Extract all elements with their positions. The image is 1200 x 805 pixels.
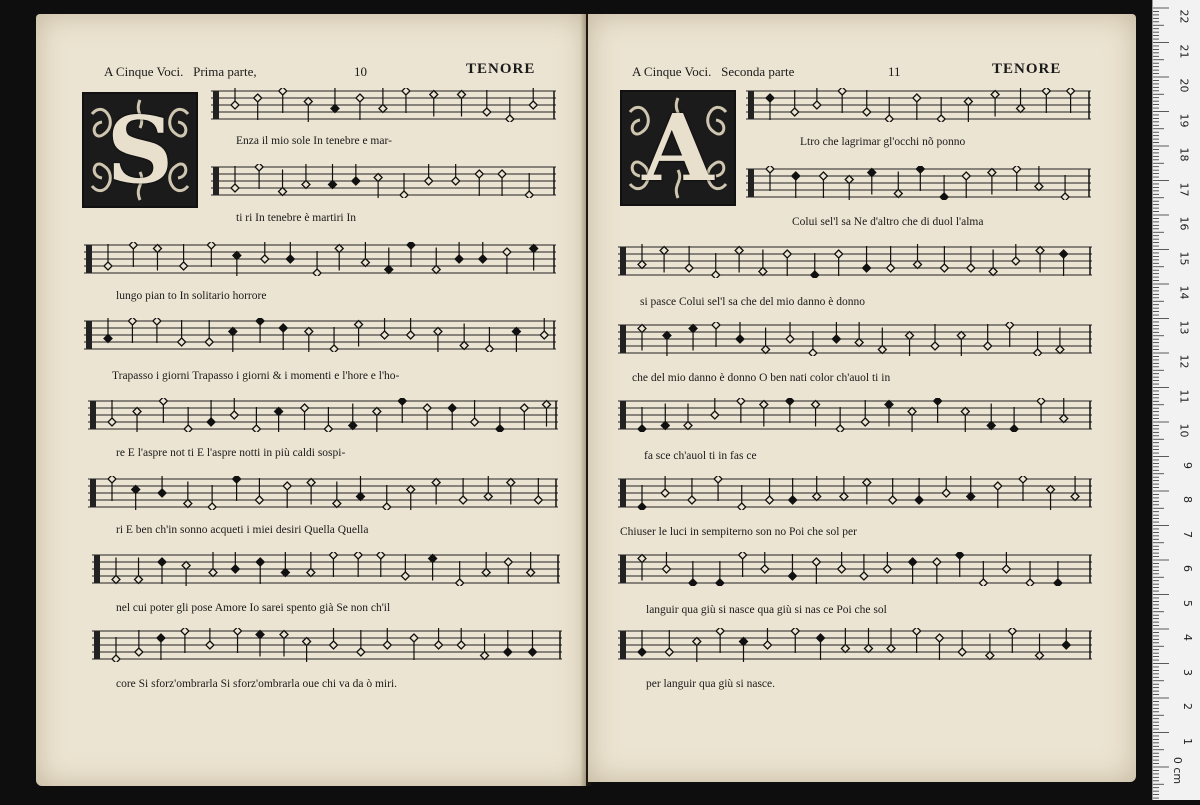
ruler-number: 3: [1181, 668, 1194, 676]
ruler-unit-label: 0 cm: [1170, 756, 1184, 785]
right-page: [588, 14, 1136, 782]
ruler-number: 7: [1181, 530, 1194, 538]
ruler-number: 18: [1177, 147, 1191, 162]
right-staff-6: [618, 476, 1092, 510]
right-staff-5: [618, 398, 1092, 432]
left-lyric-2: ti ri In tenebre è martiri In: [236, 212, 357, 224]
ruler-number: 14: [1177, 285, 1191, 300]
right-lyric-4: che del mio danno è donno O ben nati color ch'auol ti in: [632, 372, 891, 384]
ruler-number: 1: [1181, 737, 1194, 745]
left-lyric-7: nel cui poter gli pose Amore Io sarei spento già Se non ch'il: [116, 602, 391, 614]
left-header-part: Prima parte: [193, 64, 254, 79]
ruler-number: 12: [1177, 354, 1191, 369]
left-lyric-5: re E l'aspre not ti E l'aspre notti in più caldi sospi-: [116, 447, 346, 459]
left-staff-7: [92, 552, 560, 586]
right-staff-4: [618, 322, 1092, 356]
ruler-number: 4: [1181, 634, 1194, 641]
right-staff-8: [618, 628, 1092, 662]
left-lyric-4: Trapasso i giorni Trapasso i giorni & i momenti e l'hore e l'ho-: [112, 370, 400, 382]
ruler-number: 9: [1181, 461, 1194, 469]
left-staff-6: [88, 476, 558, 510]
ruler-ticks: [1153, 0, 1200, 800]
left-page: [36, 14, 586, 786]
ruler-number: 13: [1177, 320, 1191, 334]
right-lyric-1: Ltro che lagrimar gl'occhi nõ ponno: [800, 136, 966, 148]
right-page-number: 11: [888, 64, 901, 79]
left-ornamental-initial: [82, 92, 198, 208]
measurement-ruler: [1152, 0, 1200, 800]
right-staff-1: [746, 88, 1091, 122]
left-initial-letter: S: [106, 96, 174, 204]
right-voice-label: TENORE: [992, 61, 1062, 77]
ruler-number: 11: [1177, 389, 1191, 403]
left-staff-1: [211, 88, 556, 122]
right-staff-3: [618, 244, 1092, 278]
ruler-number: 21: [1177, 44, 1191, 58]
right-header-title: [632, 64, 794, 80]
left-staff-4: [84, 318, 556, 352]
right-initial-letter: A: [642, 94, 714, 202]
left-staff-2: [211, 164, 556, 198]
right-lyric-5: fa sce ch'auol ti in fas ce: [644, 450, 757, 462]
ruler-number: 15: [1177, 251, 1191, 265]
ruler-number: 20: [1177, 78, 1191, 93]
right-lyric-8: per languir qua giù si nasce.: [646, 678, 776, 690]
right-staff-2: [746, 166, 1091, 200]
right-lyric-2: Colui sel'l sa Ne d'altro che di duol l'alma: [792, 216, 984, 228]
ruler-number: 6: [1181, 565, 1194, 572]
ruler-number: 22: [1177, 9, 1191, 24]
ruler-number: 10: [1177, 423, 1191, 438]
left-lyric-6: ri E ben ch'in sonno acqueti i miei desiri Quella Quella: [116, 524, 369, 536]
left-staff-3: [84, 242, 556, 276]
left-staff-5: [88, 398, 558, 432]
left-staff-8: [92, 628, 562, 662]
ruler-number: 17: [1177, 182, 1191, 196]
right-lyric-6: Chiuser le luci in sempiterno son no Poi che sol per: [620, 526, 857, 538]
left-voice-label: TENORE: [466, 61, 536, 77]
left-lyric-3: lungo pian to In solitario horrore: [116, 290, 267, 302]
ruler-number: 19: [1177, 113, 1191, 127]
left-header-voci: A Cinque Voci.: [104, 64, 184, 79]
ruler-number: 16: [1177, 216, 1191, 231]
left-page-number: 10: [354, 64, 367, 79]
right-staff-7: [618, 552, 1092, 586]
ruler-number: 8: [1181, 496, 1194, 503]
ruler-number: 2: [1181, 703, 1194, 710]
right-lyric-3: si pasce Colui sel'l sa che del mio danno è donno: [640, 296, 865, 308]
right-ornamental-initial: [620, 90, 736, 206]
left-lyric-8: core Si sforz'ombrarla Si sforz'ombrarla oue chi va da ò miri.: [116, 678, 398, 690]
left-lyric-1: Enza il mio sole In tenebre e mar-: [236, 135, 392, 147]
left-header-title: A Cinque Voci. Prima parte,: [104, 64, 257, 79]
ruler-number: 5: [1181, 599, 1194, 607]
right-header-part: Seconda parte: [721, 64, 795, 79]
right-lyric-7: languir qua giù si nasce qua giù si nas ce Poi che sol: [646, 604, 887, 616]
right-header-voci: A Cinque Voci.: [632, 64, 712, 79]
